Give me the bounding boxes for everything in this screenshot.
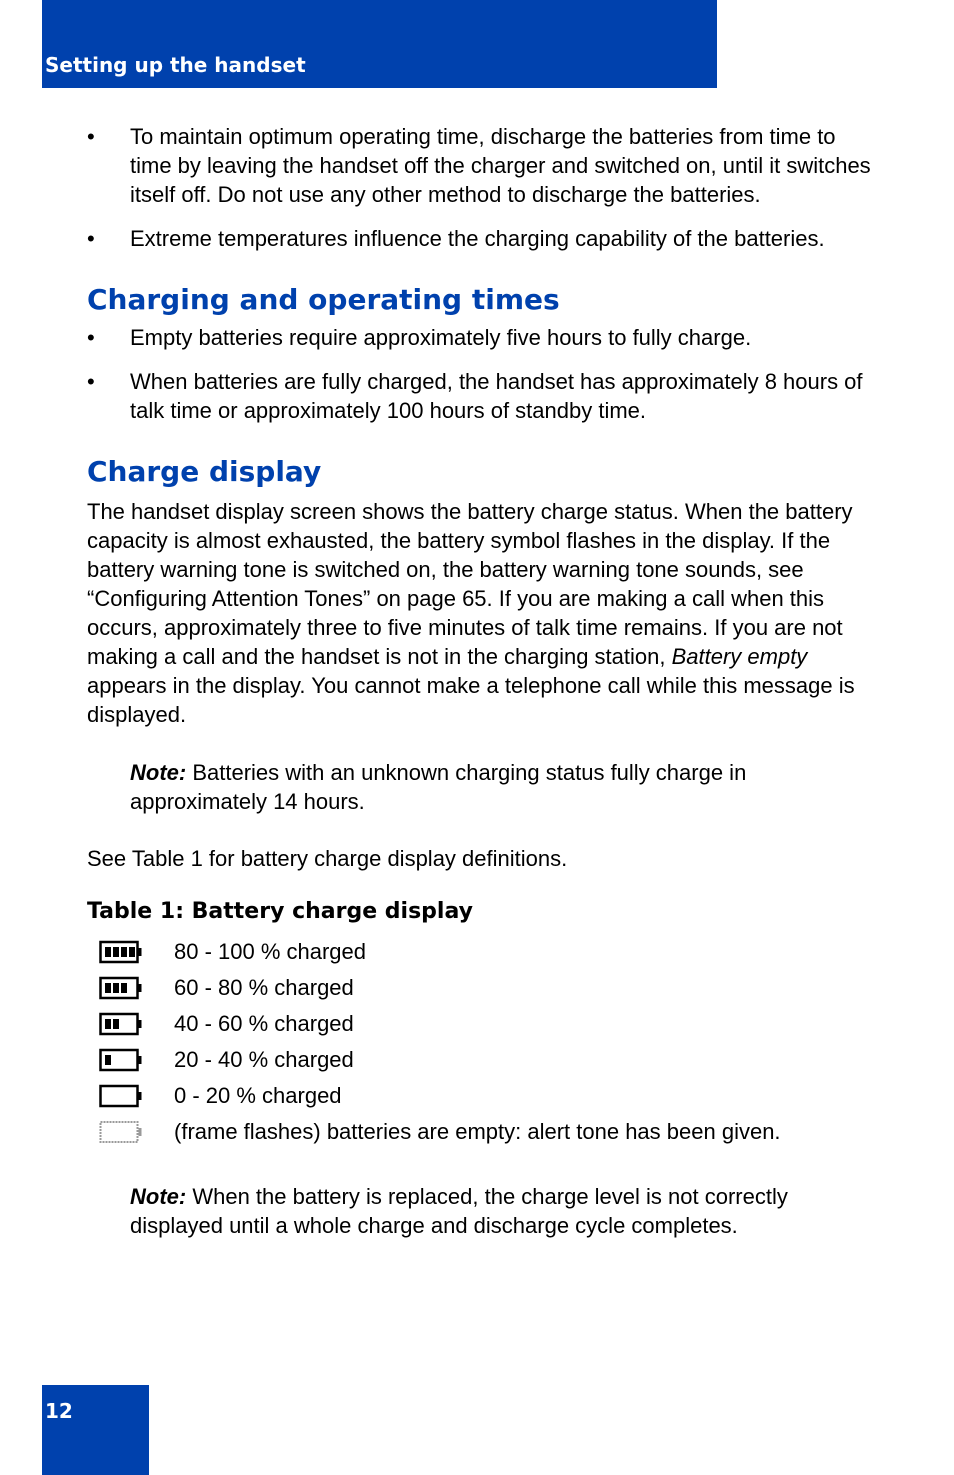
list-item	[87, 224, 877, 253]
charge-level-label: 20 - 40 % charged	[174, 1047, 354, 1072]
charge-table	[87, 937, 877, 1153]
intro-bullet-list	[87, 122, 877, 253]
list-item	[87, 367, 877, 425]
battery-quarter-icon	[99, 1048, 143, 1072]
battery-three-quarter-icon	[99, 976, 143, 1000]
battery-empty-message: Battery empty	[671, 644, 808, 669]
note-text: When the battery is replaced, the charge level is not correctly displayed until a whole charge and discharge cycle completes.	[130, 1184, 788, 1238]
charge-level-label: 0 - 20 % charged	[174, 1083, 342, 1108]
see-table-text: See Table 1 for battery charge display definitions.	[87, 846, 568, 871]
bullet-mark: •	[87, 325, 95, 350]
charge-level-label: 40 - 60 % charged	[174, 1011, 354, 1036]
note-label: Note:	[130, 760, 187, 785]
table-row	[87, 1081, 877, 1117]
table-row	[87, 1009, 877, 1045]
charging-section-heading: Charging and operating times	[87, 283, 560, 316]
charge-level-label: 80 - 100 % charged	[174, 939, 367, 964]
table-caption: Table 1: Battery charge display	[87, 899, 473, 924]
battery-empty-icon	[99, 1084, 143, 1108]
table-row	[87, 1117, 877, 1153]
bullet-mark: •	[87, 124, 95, 149]
bullet-text: When batteries are fully charged, the handset has approximately 8 hours of talk time or approximately 100 hours of standby time.	[130, 369, 863, 423]
note-unknown-status	[87, 758, 877, 816]
bullet-text: Empty batteries require approximately five hours to fully charge.	[130, 325, 752, 350]
page-content	[87, 122, 877, 1240]
table-row	[87, 937, 877, 973]
table-row	[87, 973, 877, 1009]
bullet-text: Extreme temperatures influence the charging capability of the batteries.	[130, 226, 825, 251]
bullet-mark: •	[87, 369, 95, 394]
display-paragraph	[87, 497, 877, 729]
battery-full-icon	[99, 940, 143, 964]
charge-level-label: (frame flashes) batteries are empty: alert tone has been given.	[174, 1119, 781, 1144]
page-number: 12	[45, 1399, 73, 1423]
bullet-text: To maintain optimum operating time, discharge the batteries from time to time by leaving the handset off the charger and switched on, until it switches itself off. Do not use any other method to discharge the batteries.	[130, 124, 871, 207]
list-item	[87, 323, 877, 352]
charging-bullet-list	[87, 323, 877, 425]
note-label: Note:	[130, 1184, 187, 1209]
list-item	[87, 122, 877, 209]
note-battery-replaced	[87, 1182, 877, 1240]
bullet-mark: •	[87, 226, 95, 251]
note-text: Batteries with an unknown charging status fully charge in approximately 14 hours.	[130, 760, 747, 814]
display-paragraph-text-after: appears in the display. You cannot make a telephone call while this message is displayed.	[87, 673, 855, 727]
display-section-heading: Charge display	[87, 455, 322, 488]
battery-flashing-icon	[99, 1120, 143, 1144]
header-title: Setting up the handset	[45, 53, 306, 77]
display-paragraph-text-before: The handset display screen shows the battery charge status. When the battery capacity is almost exhausted, the battery symbol flashes in the display. If the battery warning tone is switched on, the battery warning tone sounds, see “Configuring Attention Tones” on page 65. If you are making a call when this occurs, approximately three to five minutes of talk time remains. If you are not making a call and the handset is not in the charging station,	[87, 499, 853, 669]
table-row	[87, 1045, 877, 1081]
battery-half-icon	[99, 1012, 143, 1036]
charge-level-label: 60 - 80 % charged	[174, 975, 354, 1000]
